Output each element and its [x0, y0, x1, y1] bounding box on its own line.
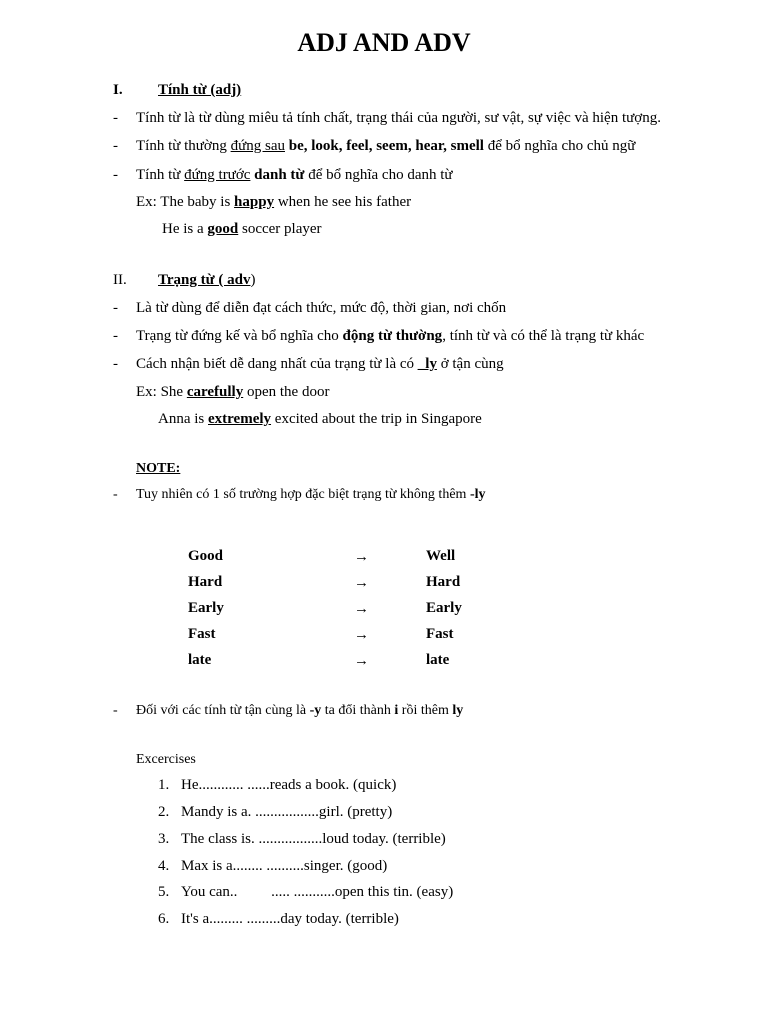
- adj-word: late: [188, 652, 212, 668]
- exercise-item: He............ ......reads a book. (quick): [181, 777, 397, 793]
- adv-word: late: [426, 652, 450, 668]
- text: Tính từ: [136, 167, 185, 183]
- text: Trạng từ đứng kế và bổ nghĩa cho: [136, 328, 343, 344]
- bullet-dash: -: [113, 487, 118, 502]
- text: Đối với các tính từ tận cùng là: [136, 703, 310, 718]
- exercise-item: You can.. ..... ...........open this tin. (easy): [181, 884, 454, 900]
- adv-identify: [136, 356, 504, 373]
- text: Tuy nhiên có 1 số trường hợp đặc biệt trạng từ không thêm: [136, 487, 470, 502]
- adv-example-2: [158, 411, 482, 428]
- bullet-dash: -: [113, 328, 118, 344]
- bold-text: be, look, feel, seem, hear, smell: [284, 138, 484, 154]
- exercise-number: 4.: [158, 858, 170, 874]
- page-title: ADJ AND ADV: [297, 28, 471, 57]
- bold-text: good: [207, 221, 239, 237]
- adv-definition: Là từ dùng để diễn đạt cách thức, mức độ, thời gian, nơi chốn: [136, 300, 507, 316]
- adj-definition: Tính từ là từ dùng miêu tả tính chất, trạng thái của người, sư vật, sự việc và hiện tượng.: [136, 110, 661, 126]
- underlined-text: đứng trước: [184, 167, 251, 183]
- bold-text: happy: [234, 194, 275, 210]
- adv-example-1: [136, 384, 329, 401]
- exercise-item: It's a......... .........day today. (terrible): [181, 911, 399, 927]
- bullet-dash: -: [113, 703, 118, 718]
- text: Tính từ thường: [136, 138, 231, 154]
- adj-position-before: [136, 167, 453, 184]
- text: để bổ nghĩa cho danh từ: [304, 167, 453, 183]
- arrow-icon: →: [354, 575, 369, 591]
- bold-text: i: [394, 703, 399, 718]
- adj-word: Fast: [188, 626, 216, 642]
- text: excited about the trip in Singapore: [271, 411, 482, 427]
- y-rule: [136, 703, 463, 719]
- heading-text: Trạng từ ( adv: [158, 272, 251, 288]
- bold-text: ly: [452, 703, 464, 718]
- exercise-number: 3.: [158, 831, 170, 847]
- text: Anna is: [158, 411, 208, 427]
- text: when he see his father: [274, 194, 412, 210]
- bold-text: danh từ: [250, 167, 305, 183]
- text: để bổ nghĩa cho chủ ngữ: [483, 138, 636, 154]
- bold-text: _ly: [417, 356, 437, 372]
- note-exception: [136, 487, 486, 503]
- adj-word: Good: [188, 548, 224, 564]
- adv-word: Fast: [426, 626, 454, 642]
- bullet-dash: -: [113, 356, 118, 372]
- bold-text: động từ thường: [342, 328, 443, 344]
- exercise-item: Max is a........ ..........singer. (good): [181, 858, 388, 874]
- exercise-item: Mandy is a. .................girl. (pretty): [181, 804, 393, 820]
- adv-word: Hard: [426, 574, 461, 590]
- arrow-icon: →: [354, 549, 369, 565]
- adj-example-2: [162, 221, 322, 238]
- text: rồi thêm: [398, 703, 453, 718]
- section-1-numeral: I.: [113, 82, 123, 98]
- text: ở tận cùng: [436, 356, 504, 372]
- bold-text: -y: [309, 703, 322, 718]
- bullet-dash: -: [113, 300, 118, 316]
- text: open the door: [243, 384, 330, 400]
- arrow-icon: →: [354, 627, 369, 643]
- text: , tính từ và có thể là trạng từ khác: [442, 328, 645, 344]
- bullet-dash: -: [113, 167, 118, 183]
- exercise-number: 2.: [158, 804, 170, 820]
- bullet-dash: -: [113, 110, 118, 126]
- underlined-text: đứng sau: [230, 138, 285, 154]
- bold-text: carefully: [186, 384, 244, 400]
- section-1-heading: Tính từ (adj): [158, 82, 242, 98]
- exercise-number: 5.: [158, 884, 170, 900]
- text: ta đổi thành: [321, 703, 395, 718]
- exercise-number: 6.: [158, 911, 170, 927]
- arrow-icon: →: [354, 601, 369, 617]
- text: Ex: She: [136, 384, 187, 400]
- exercise-number: 1.: [158, 777, 170, 793]
- adj-word: Early: [188, 600, 224, 616]
- text: ): [250, 272, 256, 288]
- adv-modifies: [136, 328, 644, 345]
- bold-text: -ly: [469, 487, 486, 502]
- note-label: NOTE:: [136, 461, 181, 476]
- bold-text: extremely: [208, 411, 272, 427]
- adj-position-after: [136, 138, 635, 155]
- text: Cách nhận biết dễ dang nhất của trạng từ là có: [136, 356, 418, 372]
- arrow-icon: →: [354, 653, 369, 669]
- text: Ex: The baby is: [136, 194, 235, 210]
- exercise-item: The class is. .................loud today. (terrible): [181, 831, 446, 847]
- section-2-heading: [158, 272, 255, 289]
- text: soccer player: [238, 221, 322, 237]
- adj-example-1: [136, 194, 411, 211]
- bullet-dash: -: [113, 138, 118, 154]
- section-2-numeral: II.: [113, 272, 127, 288]
- adv-word: Early: [426, 600, 462, 616]
- exercises-label: Excercises: [136, 752, 196, 767]
- adv-word: Well: [426, 548, 456, 564]
- adj-word: Hard: [188, 574, 223, 590]
- text: He is a: [162, 221, 208, 237]
